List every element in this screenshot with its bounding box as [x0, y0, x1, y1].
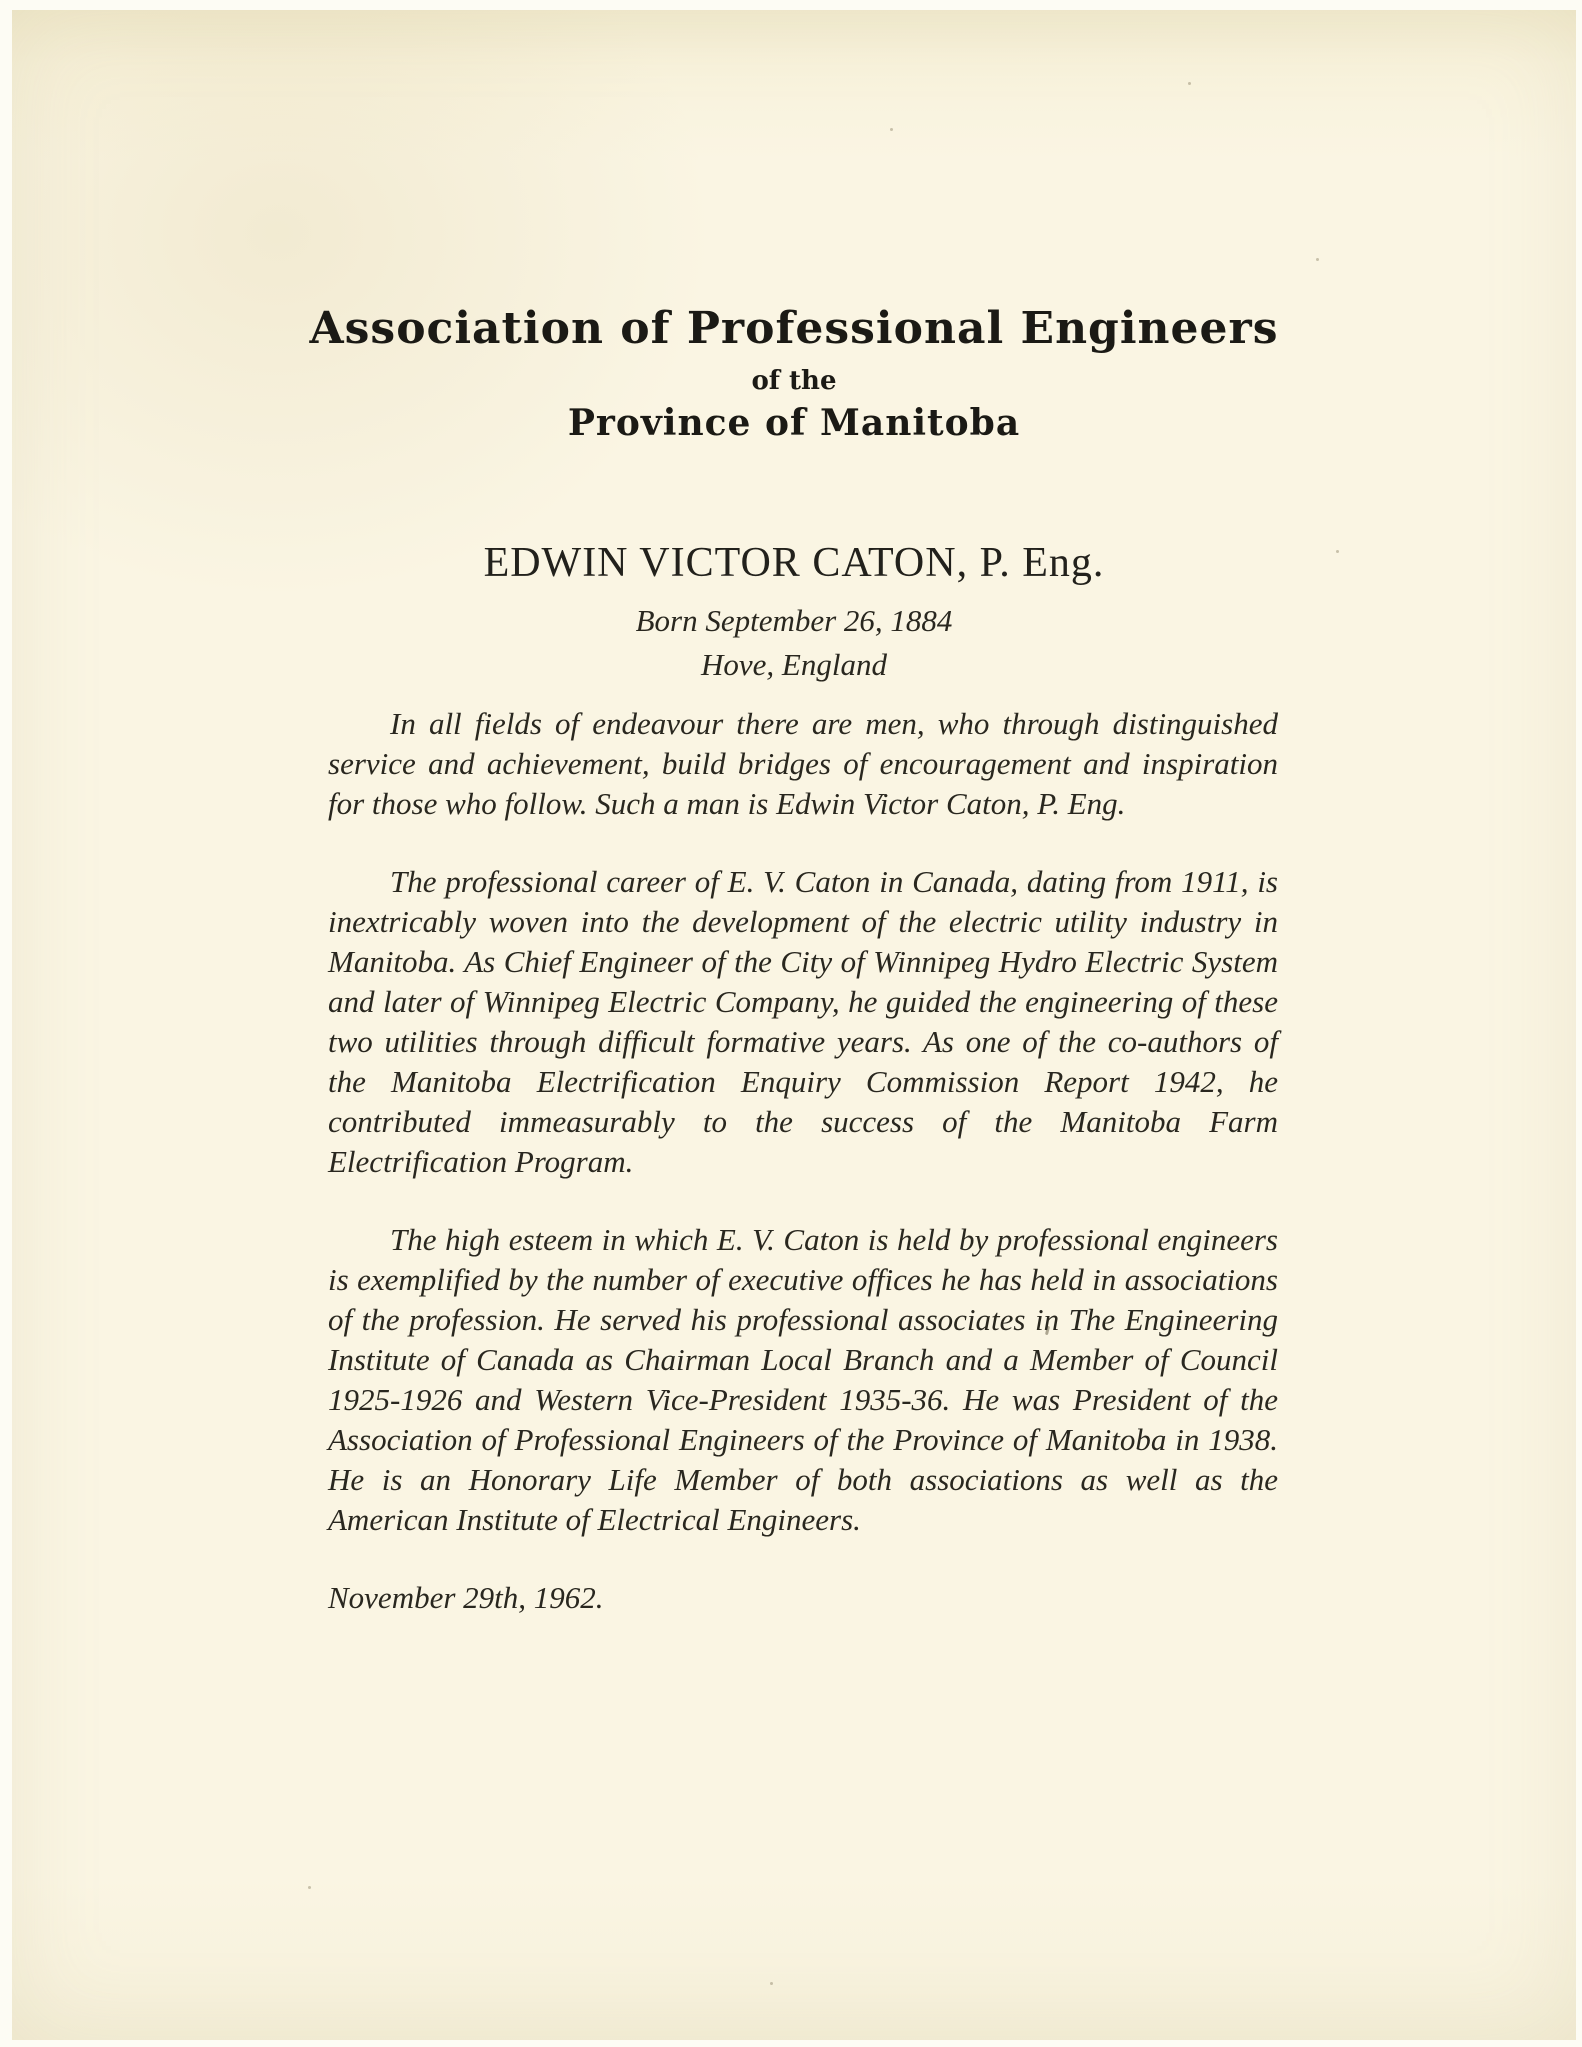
scan-speck — [1188, 82, 1191, 85]
scan-speck — [890, 128, 893, 131]
paper-sheet — [12, 10, 1576, 2040]
subject-name: EDWIN VICTOR CATON, P. Eng. — [483, 540, 1105, 586]
document-date: November 29th, 1962. — [328, 1580, 604, 1615]
subject-birthdate: Born September 26, 1884 — [635, 603, 953, 638]
letterhead — [12, 304, 1576, 444]
subject-birthplace: Hove, England — [701, 647, 887, 682]
letterhead-province: Province of Manitoba — [567, 402, 1021, 444]
letterhead-org-name: Association of Professional Engineers — [309, 303, 1279, 354]
paragraph-intro: In all fields of endeavour there are men, who through distinguished service and achievement, build bridges of encouragement and inspiration for those who follow. Such a man is Edwin Victor Caton, P. Eng. — [328, 706, 1278, 821]
subject-block — [12, 538, 1576, 684]
letterhead-of-the: of the — [751, 366, 837, 396]
tribute-body — [328, 704, 1278, 1618]
paragraph-offices: The high esteem in which E. V. Caton is held by professional engineers is exemplified by the number of executive offices he has held in associations of the profession. He served his professional associates in The Engineering Institute of Canada as Chairman Local Branch and a Member of Council 1925-1926 and Western Vice-President 1935-36. He was President of the Association of Professional Engineers of the Province of Manitoba in 1938. He is an Honorary Life Member of both associations as well as the American Institute of Electrical Engineers. — [328, 1222, 1278, 1537]
scan-speck — [308, 1886, 311, 1889]
paragraph-career: The professional career of E. V. Caton in Canada, dating from 1911, is inextricably woven into the development of the electric utility industry in Manitoba. As Chief Engineer of the City of Winnipeg Hydro Electric System and later of Winnipeg Electric Company, he guided the engineering of these two utilities through difficult formative years. As one of the co-authors of the Manitoba Electrification Enquiry Commission Report 1942, he contributed immeasurably to the success of the Manitoba Farm Electrification Program. — [328, 864, 1278, 1179]
scan-speck — [770, 1982, 773, 1985]
scan-speck — [1316, 258, 1319, 261]
